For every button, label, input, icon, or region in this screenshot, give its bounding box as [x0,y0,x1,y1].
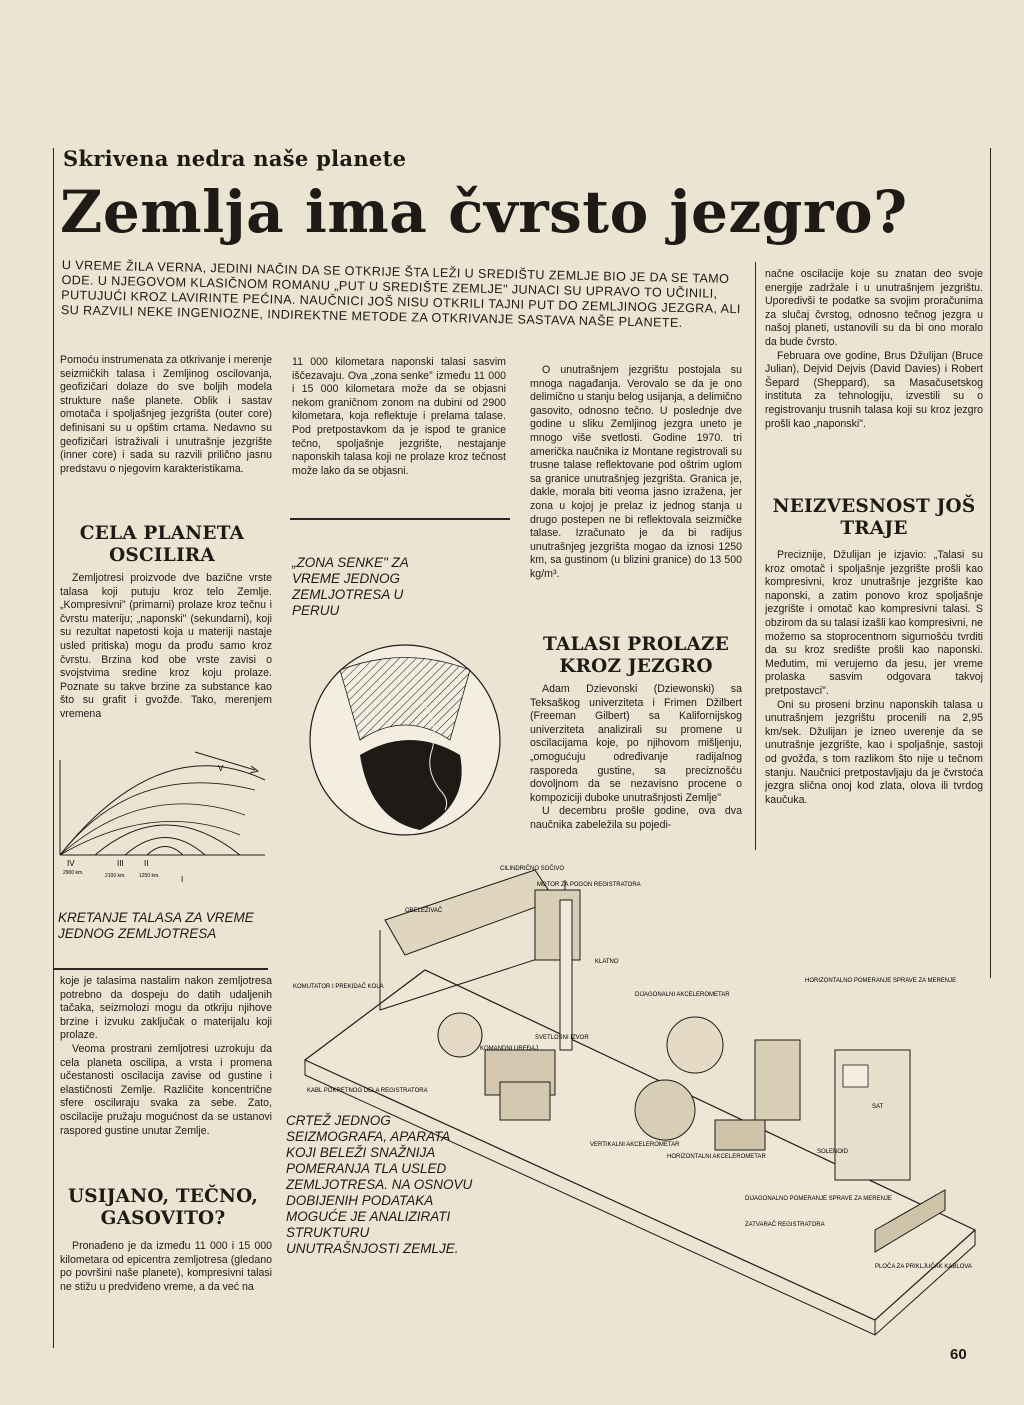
solenoid-unit [755,1040,800,1120]
col1-body3 [60,1240,272,1294]
col4-body4-text: Oni su proseni brzinu naponskih talasa u unutrašnjem jezgrištu procenili na 2,95 km/sek. Džulijan je izneo uverenje da se unutrašnje jezgrište, kao i spoljašnje, sastoji od gvožđa, s tom razlikom što nije u tečnom stanju. Naučnici pretpostavljaju da je čvrstoća jezgra slična onoj kod zlata, olova ili tvrdog kaučuka. [765,698,983,806]
col1-body3-text: Pronađeno je da između 11 000 i 15 000 kilometara od epicentra zemljotresa (gledano po površini naše planete), kompresivni talasi ne stižu u predviđeno vreme, a da već na [60,1240,272,1293]
seismograph-drawing [285,860,990,1360]
label-kabl: KABL POKRETNOG DELA REGISTRATORA [307,1088,428,1094]
inner-core-curve [147,847,183,856]
column-rule-4 [755,262,756,850]
globe-shadow-zone [300,630,510,850]
col3-body-text: O unutrašnjem jezgrištu postojala su mnoga nagađanja. Verovalo se da je ono delimično u stanju belog usijanja, a delimično gasovito, odnosno tečno. U poslednje dve godine u sliku Zemljinog jezgra uneto je mnogo više svetlosti. Godine 1970. tri američka naučnika iz Montane registrovali su trusne talase reflektovane pod oštrim uglom sa granice unutrašnjeg jezgrišta. Granica je, dakle, morala biti veoma jasno izražena, jer zona u kojoj je prelaz iz jednog stanja u drugo postepen ne bi reflektovala seizmičke talase. Izračunato je da bi radijus unutrašnjeg jezgrišta mogao da iznosi 1250 km, sa gustinom (u blizini granice) do 13 500 kg/m³. [530,364,742,580]
caption-seizmograf: CRTEŽ JEDNOG SEIZMOGRAFA, APARATA KOJI BELEŽI SNAŽNIJA POMERANJA TLA USLED ZEMLJOTRESA. NA OSNOVU DOBIJENIH PODATAKA MOGUĆE JE ANALIZIRATI STRUKTURU UNUTRAŠNJOSTI ZEMLJE. [286,1113,473,1256]
label-i: I [181,875,184,884]
wave-diagram [55,740,270,890]
col1-separator [53,968,268,970]
left-frame-rule [53,148,54,1348]
label-klatno: KLATNO [595,959,619,965]
label-horizontalno: HORIZONTALNO POMERANJE SPRAVE ZA MERENJE [805,978,957,984]
col2-separator [290,518,510,520]
label-cilindricno: CILINDRIČNO SOČIVO [500,866,565,872]
col4-body2-text: Februara ove godine, Brus Džulijan (Bruce Julian), Dejvid Dejvis (David Davies) i Robert Šepard (Sheppard), sa Masačusetskog instituta za tehnologiju, izvestili su o registrovanju trusnih talasa koji su kroz jezgro prošli kao „naponski". [765,349,983,430]
caption-zona-senke: „ZONA SENKE" ZA VREME JEDNOG ZEMLJOTRESA U PERUU [292,555,409,618]
label-1250: 1250 km. [139,873,160,879]
right-frame-rule [990,148,991,978]
label-dijagonalni: DIJAGONALNI AKCELEROMETAR [635,992,730,998]
article-title: Zemlja ima čvrsto jezgro? [60,178,908,246]
col4-body3-text: Preciznije, Džulijan je izjavio: „Talasi su kroz omotač i spoljašnje jezgrište prošli kao kompresivni, kroz unutrašnje jezgrište kao naponski, a zatim ponovo kroz spoljašnje jezgrište i omotač kao kompresivni talasi. S obzirom da su talasi izašli kao kompresivni, ne možemo sa stoprocentnom sigurnošću tvrditi da su kroz središte prošli kao naponski. Međutim, mi verujemo da jesu, jer vreme prolaska sasvim odgovara takvoj pretpostavci". [765,549,983,697]
page-number: 60 [950,1346,967,1363]
cable-box [500,1082,550,1120]
label-iv: IV [67,859,75,868]
label-komandni: KOMANDNI UREĐAJ [480,1046,539,1052]
col2-body [292,356,506,478]
label-2900: 2900 km. [63,870,84,876]
label-vertikalni: VERTIKALNI AKCELEROMETAR [590,1142,680,1148]
label-2100: 2100 km. [105,873,126,879]
col4-body1 [765,268,983,431]
article-kicker: Skrivena nedra naše planete [63,146,407,171]
label-svetlosni: SVETLOSNI IZVOR [535,1035,589,1041]
motor-housing [535,890,580,960]
article-lead: U VREME ŽILA VERNA, JEDINI NAČIN DA SE OTKRIJE ŠTA LEŽI U SREDIŠTU ZEMLJE BIO JE DA SE TAMO ODE. U NJEGOVOM KLASIČNOM ROMANU „PUT U SREDIŠTE ZEMLJE" JUNACI SU UPRAVO TO UČINILI, PUTUJUĆI KROZ LAVIRINTE PEĆINA. NAUČNICI JOŠ NISU OTKRILI TAJNI PUT DO ZEMLJINOG JEZGRA, ALI SU RAZVILI NEKE INGENIOZNE, INDIREKTNE METODE ZA OTKRIVANJE SASTAVA NAŠE PLANETE. [60,258,741,331]
col1-body1-text: Zemljotresi proizvode dve bazične vrste talasa koji putuju kroz telo Zemlje. „Kompresivni" (primarni) prolaze kroz tečnu i čvrstu materiju; „naponski" (sekundarni), koji su rezultat napetosti koja u materiji nastaje usled pritiska) mogu da prođu samo kroz čvrstu. Brzina kod obe vrste zavisi o svojstvima sredine kroz koju prolaze. Poznate su takve brzine za substance kao što su grafit i gvožđe. Tako, merenjem vremena [60,572,272,720]
col1-body1 [60,572,272,722]
col1-intro: Pomoću instrumenata za otkrivanje i merenje seizmičkih talasa i Zemljinog oscilovanja, geofizičari dolaze do sve boljih modela strukture naše planete. Oblik i sastav omotača i spoljašnjeg jezgrišta (outer core) definisani su u opštim crtama. Nedavno su geofizičari istraživali i unutrašnje jezgrište (inner core) i sada su razvili prilično jasnu predstavu o njegovim karakteristikama. [60,354,272,475]
label-obelezivac: OBELEŽIVAČ [405,908,443,914]
label-komutator: KOMUTATOR I PREKIDAČ KOLA [293,984,384,990]
col4-body1-text: načne oscilacije koje su znatan deo svoje energije zadržale i u unutrašnjem jezgrištu. Uporedivši te podatke sa svojim proračunima za slučaj čvrstog, odnosno tečnog jezgra u našoj planeti, ustanovili su da bi ono moralo da bude čvrsto. [765,268,983,348]
col1-body2b: Veoma prostrani zemljotresi uzrokuju da cela planeta osciliра, a vrsta i promena učestanosti oscilacija zavise od gustine i elastičnosti Zemlje. Različite koncentrične sfere oscilиraju svaka za sebe. Zato, oscilacije pružaju mogućnost da se ustanovi raspored gustine unutar Zemlje. [60,1042,272,1137]
label-motor: MOTOR ZA POGON REGISTRATORA [537,882,641,888]
col2-body-text: 11 000 kilometara naponski talasi sasvim iščezavaju. Ova „zona senke" između 11 000 i 15 000 kilometara može da se objasni nekom graničnom zonom na dubini od 2900 kilometara, koja reflektuje i prelama talase. Pod pretpostavkom da je ispod te granice tečno, spoljašnje jezgrište, nestajanje naponskih talasa koji ne prolaze kroz tečnost može lako da se objasni. [292,356,506,477]
col3-body [530,364,742,582]
col3-body2b: U decembru prošle godine, ova dva naučnika zabeležila su pojedi- [530,805,742,831]
label-v: V [218,764,224,773]
label-iii: III [117,859,124,868]
label-ploca: PLOČA ZA PRIKLJUČAK KABLOVA [875,1264,972,1270]
col4-body3 [765,549,983,807]
label-sat: SAT [872,1104,884,1110]
vertical-accelerometer [635,1080,695,1140]
control-dial [438,1013,482,1057]
col3-body2a: Adam Dzievonski (Dziewonski) sa Teksaškog univerziteta i Frimen Džilbert (Freeman Gilbert) sa Kalifornijskog univerziteta analizirali su promene u oscilacijama koje, po njihovom mišljenju, „omogućuju određivanje radijalnog rasporeda gustine, sa preciznošću dovoljnom da se nezavisno procene o kompoziciji duboke unutrašnjosti Zemlje" [530,683,742,804]
col1-body2a: koje je talasima nastalim nakon zemljotresa potrebno da dospeju do datih udaljenih tačaka, seizmolozi mogu da otkriju njihove brzine i izvuku zaključak o materijalu koji prolaze. [60,975,272,1042]
col3-body2 [530,683,742,833]
col3-heading-talasi: TALASI PROLAZE KROZ JEZGRO [542,634,730,677]
col1-heading-cela-planeta: CELA PLANETA OSCILIRA [79,523,245,566]
col1-body2 [60,975,272,1138]
label-solenoid: SOLENOID [817,1149,849,1155]
caption-kretanje-talasa: KRETANJE TALASA ZA VREME JEDNOG ZEMLJOTRESA [58,910,254,941]
col1-heading-usijano: USIJANO, TEČNO, GASOVITO? [67,1186,259,1229]
wave-arc-3 [60,804,245,855]
label-dijagonalno: DIJAGONALNO POMERANJE SPRAVE ZA MERENJE [745,1196,892,1202]
pendulum-column [560,900,572,1050]
clock-face [843,1065,868,1087]
label-horizontalni: HORIZONTALNI AKCELEROMETAR [667,1154,766,1160]
wave-arc-outer [60,766,265,855]
label-ii: II [144,859,149,868]
diagonal-accelerometer [667,1017,723,1073]
horizontal-accelerometer [715,1120,765,1150]
label-zatvarac: ZATVARAČ REGISTRATORA [745,1222,825,1228]
col4-heading-neizvesnost: NEIZVESNOST JOŠ TRAJE [772,496,976,539]
